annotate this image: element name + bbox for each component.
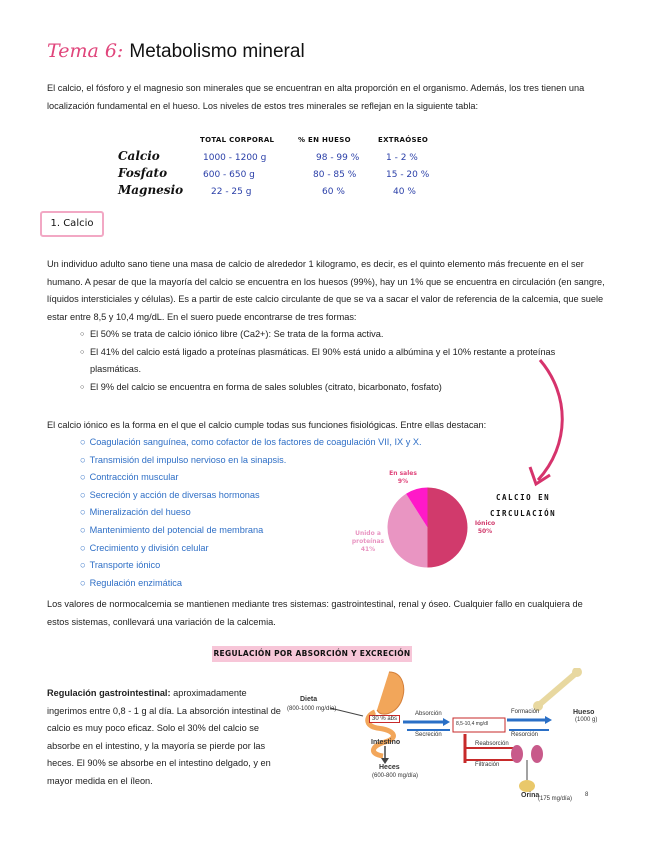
- paragraph-funciones-intro: El calcio iónico es la forma en el que el calcio cumple todas sus funciones fisiológicas. Entre ellas destacan:: [47, 420, 487, 430]
- curved-arrow-icon: [500, 355, 580, 495]
- kidney-icon: [531, 745, 543, 763]
- cell-calcio-extra: 1 - 2 %: [386, 153, 418, 163]
- paragraph-regulacion-gi: Regulación gastrointestinal: aproximadamente ingerimos entre 0,8 - 1 g al día. La absorción intestinal de calcio es muy poco eficaz. Solo el 30% del calcio se absorbe en el intestino, y la mayoría se pierde por las heces. El 90% se absorbe en el intestino delgado, y en mayor medida en el íleon.: [47, 688, 281, 786]
- pie-slice-i-nico: [428, 488, 468, 568]
- cell-calcio-total: 1000 - 1200 g: [203, 153, 267, 163]
- list-item: ○ El 9% del calcio se encuentra en forma de sales solubles (citrato, bicarbonato, fosfato): [47, 379, 607, 397]
- regulacion-gi-lead: Regulación gastrointestinal:: [47, 688, 171, 698]
- paragraph-normocalcemia: Los valores de normocalcemia se mantienen mediante tres sistemas: gastrointestinal, renal y óseo. Cualquier fallo en cualquiera de estos sistemas, conllevará una variación de la calcemia.: [47, 599, 583, 627]
- list-item: ○ El 41% del calcio está ligado a proteínas plasmáticas. El 90% está unido a albúmina y el 10% restante a proteínas plasmáticas.: [47, 344, 607, 379]
- section-title-calcio: 1. Calcio: [40, 211, 104, 237]
- cell-magnesio-extra: 40 %: [393, 187, 416, 197]
- bladder-icon: [519, 780, 535, 792]
- row-name-fosfato: Fosfato: [118, 166, 168, 180]
- cell-fosfato-hueso: 80 - 85 %: [313, 170, 357, 180]
- list-item: ○ Coagulación sanguínea, como cofactor de los factores de coagulación VII, IX y X.: [80, 437, 422, 447]
- hueso-sub: (1000 g): [575, 717, 598, 723]
- cell-magnesio-hueso: 60 %: [322, 187, 345, 197]
- intro-paragraph: El calcio, el fósforo y el magnesio son minerales que se encuentran en alta proporción en el organismo. Además, los tres tienen una localización fundamental en el hueso. Los niveles de estos tres minerales se reflejan en la siguiente tabla:: [47, 83, 585, 111]
- title-prefix: Tema 6:: [47, 40, 124, 62]
- cell-fosfato-extra: 15 - 20 %: [386, 170, 430, 180]
- hueso-label: Hueso: [573, 709, 595, 716]
- diagram-graphics: [285, 668, 600, 808]
- header-total: TOTAL CORPORAL: [200, 136, 275, 144]
- dieta-label: Dieta: [300, 696, 318, 703]
- orina-sub: (175 mg/día): [538, 796, 573, 802]
- secrecion-label: Secreción: [415, 732, 442, 738]
- list-item: ○ Transmisión del impulso nervioso en la sinapsis.: [80, 454, 287, 465]
- page-title: [47, 40, 305, 63]
- page-number: 8: [585, 792, 589, 798]
- list-item: ○ Transporte iónico: [80, 560, 161, 571]
- pie-label-sales: En sales 9%: [389, 470, 417, 485]
- cell-magnesio-total: 22 - 25 g: [211, 187, 252, 197]
- row-name-magnesio: Magnesio: [118, 183, 184, 197]
- heces-label: Heces: [379, 764, 400, 771]
- list-item: ○ Contracción muscular: [80, 472, 179, 483]
- list-item: ○ Secreción y acción de diversas hormonas: [80, 489, 260, 500]
- pct-abs: 30 % abs: [369, 715, 400, 723]
- stomach-icon: [377, 672, 404, 714]
- resorcion-label: Resorción: [511, 732, 539, 738]
- formacion-label: Formación: [511, 709, 540, 715]
- list-item: ○ Crecimiento y división celular: [80, 542, 209, 553]
- absorcion-label: Absorción: [415, 711, 442, 717]
- list-item: ○ El 50% se trata de calcio iónico libre (Ca2+): Se trata de la forma activa.: [47, 326, 607, 344]
- title-main: Metabolismo mineral: [129, 41, 305, 62]
- intestino-label: Intestino: [371, 739, 401, 746]
- filtracion-label: Filtración: [475, 762, 500, 768]
- list-item: ○ Mantenimiento del potencial de membrana: [80, 524, 264, 535]
- kidney-icon: [511, 745, 523, 763]
- list-item: ○ Mineralización del hueso: [80, 507, 191, 518]
- calcium-regulation-diagram: [285, 668, 600, 808]
- plasma-label: 8,5-10,4 mg/dl: [456, 721, 488, 727]
- calcio-pie-chart: [385, 485, 470, 570]
- list-item: ○ Regulación enzimática: [80, 577, 182, 588]
- header-hueso: % EN HUESO: [298, 136, 351, 144]
- paragraph-calcio-masa: Un individuo adulto sano tiene una masa de calcio de alrededor 1 kilogramo, es decir, es el quinto elemento más frecuente en el ser humano. A pesar de que la mayoría del calcio se encuentra en los huesos (99%), hay un 1% que se encuentra en circulación (en sangre, líquidos intersticiales y células). Es a partir de este calcio circulante de que se va a sacar el valor de referencia de la calcemia, que suele estar entre 8,5 y 10,4 mg/dL. En el suero puede encontrarse de tres formas:: [47, 259, 605, 322]
- pie-label-ionico: Iónico 50%: [474, 520, 496, 535]
- heces-sub: (600-800 mg/día): [372, 773, 419, 779]
- header-extra: EXTRAÓSEO: [378, 136, 429, 144]
- cell-fosfato-total: 600 - 650 g: [203, 170, 255, 180]
- reabsorcion-label: Reabsorción: [475, 741, 509, 747]
- dieta-sub: (800-1000 mg/día): [287, 706, 337, 712]
- chart-title: CALCIO EN CIRCULACIÓN: [490, 493, 557, 518]
- cell-calcio-hueso: 98 - 99 %: [316, 153, 360, 163]
- row-name-calcio: Calcio: [118, 149, 160, 163]
- orina-label: Orina: [521, 792, 540, 799]
- regulation-title: REGULACIÓN POR ABSORCIÓN Y EXCRECIÓN: [212, 646, 412, 662]
- pie-label-proteinas: Unido a proteínas 41%: [351, 530, 385, 553]
